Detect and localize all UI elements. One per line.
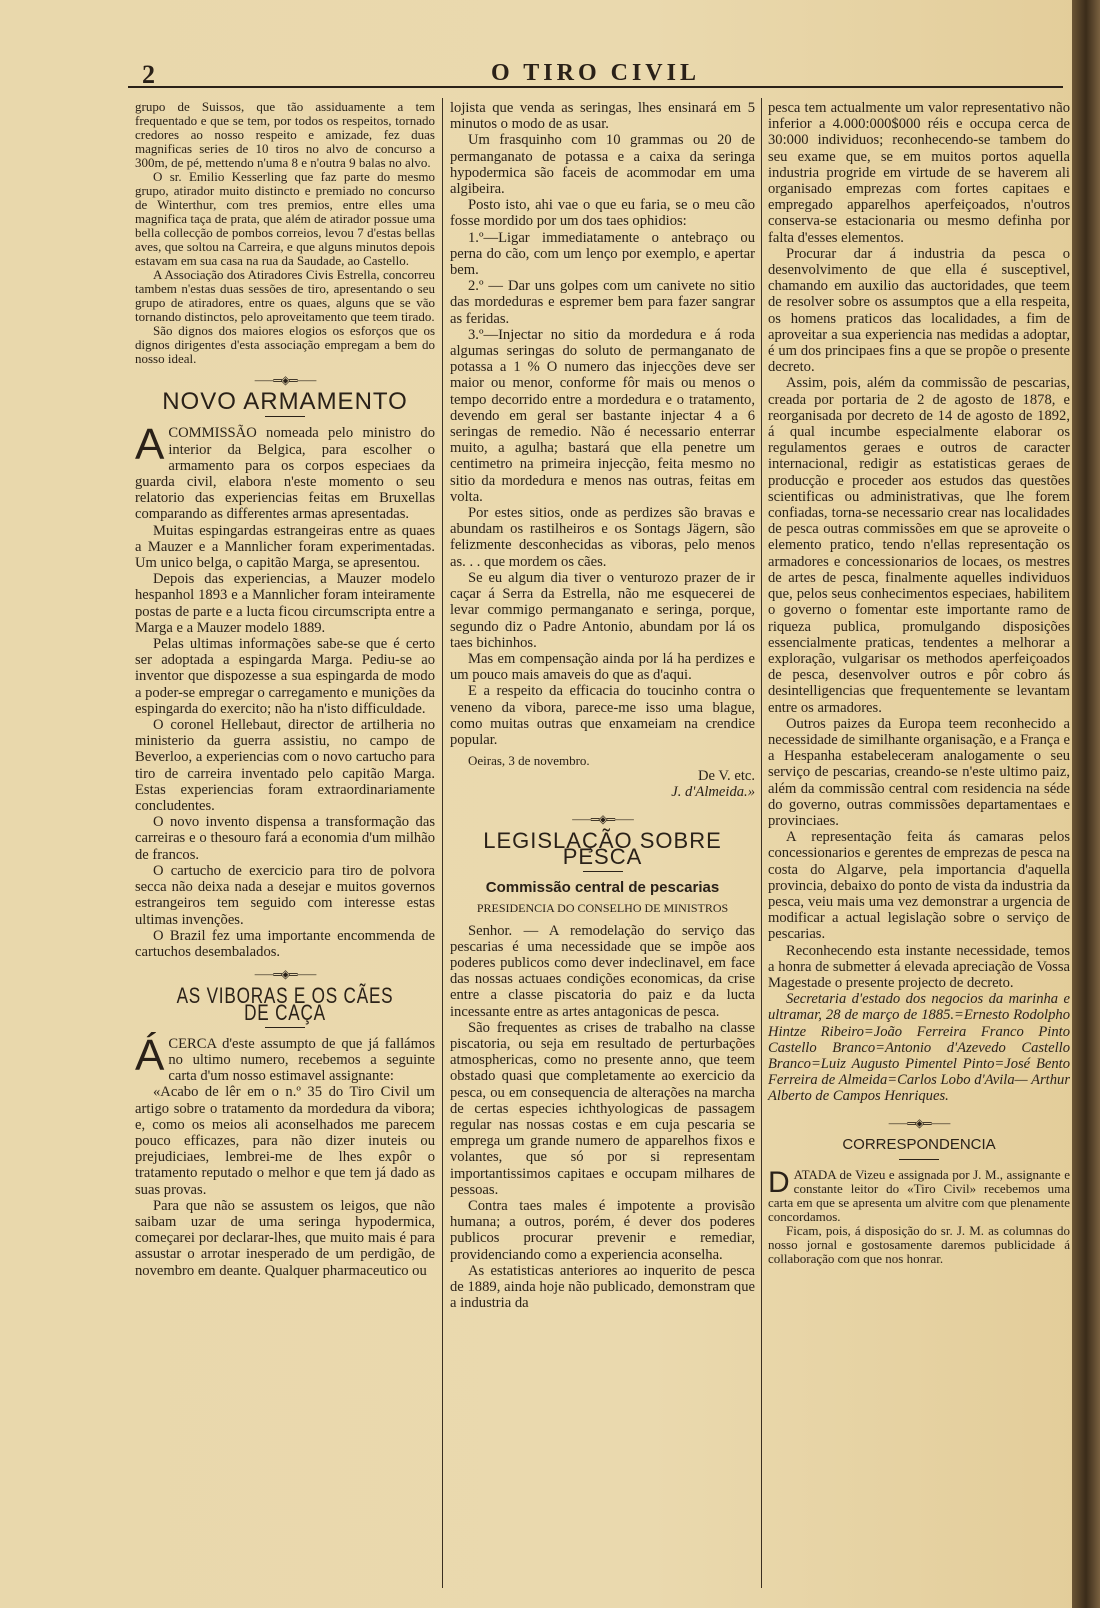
ornament-divider: ⸺═◈═⸺ [254,373,316,387]
place-date: Oeiras, 3 de novembro. [468,753,590,769]
paragraph: O sr. Emilio Kesserling que faz parte do mesmo grupo, atirador muito distincto e premiado no concurso de Winterthur, com tres premios, entre elles uma magnifica taça de prata, que além de atirador possue uma bella collecção de pombos correios, levou 7 d'estas bellas aves, que soltou na Carreira, e que alguns minutos depois estavam em sua casa na rua da Saudade, ao Castello. [135,169,435,268]
page-edge [1072,0,1100,1608]
paragraph: Outros paizes da Europa teem reconhecido a necessidade de similhante organisação, e a França e a Hespanha estabeleceram analogamente o seu serviço de pescarias, creando-se n'este ultimo paiz, além da commissão central com residencia na séde do governo, outras commissões departamentaes e provinciaes. [768,715,1071,829]
paragraph: Ficam, pois, á disposição do sr. J. M. as columnas do nosso jornal e gostosamente daremos publicidade á collaboração com que nos honrar. [768,1223,1070,1266]
paragraph: O cartucho de exercicio para tiro de polvora secca não deixa nada a desejar e muitos governos estrangeiros tem seguido com interesse estas ultimas invenções. [135,862,435,928]
title-dash [899,1159,939,1160]
page-number: 2 [142,60,155,89]
paragraph: pesca tem actualmente um valor representativo não inferior a 4.000:000$000 réis e occupa cerca de 30:000 individuos; reconhecendo-se tambem do seu exame que, se em muitos portos aquella industria progride em virtude de se haverem ali organisado emprezas com fortes capitaes e empregado apparelhos aperfeiçoados, n'outros conserva-se estacionaria ou mesmo definha por falta d'esses elementos. [768,100,1070,246]
ornament-divider: ⸺═◈═⸺ [888,1115,950,1130]
drop-cap: Á [135,1030,165,1080]
signature-line: De V. etc. [697,768,755,785]
column-1 [135,100,435,1279]
presidency-heading: PRESIDENCIA DO CONSELHO DE MINISTROS [476,901,729,916]
paragraph: «Acabo de lêr em o n.º 35 do Tiro Civil um artigo sobre o tratamento da mordedura da vibora; e, como os meios ali aconselhados me parecem pouco efficazes, para não dizer inuteis ou prejudiciaes, lembrei-me de lhes expôr o tratamento reputado o melhor e que tem já dado as suas provas. [135,1084,435,1198]
paragraph: ATADA de Vizeu e assignada por J. M., assignante e constante leitor do «Tiro Civil» recebemos uma carta em que se apresenta um alvitre com que plenamente concordamos. [768,1167,1070,1224]
signature-name: J. d'Almeida.» [671,784,755,801]
column-3 [768,100,1070,1266]
paragraph: Procurar dar á industria da pesca o desenvolvimento de que ella é susceptivel, chamando em auxilio das auctoridades, que teem de resolver sobre os assumptos que a ella respeita, os homens praticos das localidades, a fim de aproveitar a sua experiencia nas medidas a adoptar, é um dos principaes fins a que se propõe o presente decreto. [768,245,1070,376]
column-2 [450,100,755,1311]
drop-cap: D [768,1166,790,1199]
paragraph: Um frasquinho com 10 grammas ou 20 de permanganato de potassa e a caixa da seringa hypodermica são faceis de acommodar em uma algibeira. [450,132,755,198]
masthead-title: O TIRO CIVIL [491,60,700,86]
paragraph: 2.º — Dar uns golpes com um canivete no sitio das mordeduras e espremer bem para fazer sangrar as feridas. [450,278,755,327]
title-dash [583,871,623,872]
column-rule [442,98,443,1588]
paragraph: Pelas ultimas informações sabe-se que é certo ser adoptada a espingarda Marga. Pediu-se ao inventor que dispozesse a sua espingarda de modo a poder-se empregar o carregamento e munições da espingarda do exercito; não ha n'isto difficuldade. [135,636,435,717]
subsection-title: Commissão central de pescarias [485,879,720,897]
paragraph: O coronel Hellebaut, director de artilheria no ministerio da guerra assistiu, no campo de Beverloo, a experiencias com o novo cartucho para tiro de carreira inventado pelo capitão Marga. Estas experiencias foram extraordinariamente concludentes. [135,717,435,815]
paragraph: Para que não se assustem os leigos, que não saibam uzar de uma seringa hypodermica, começarei por declarar-lhes, que muito mais é para assustar o arrotar inesperado de um perdigão, de novembro em deante. Qualquer pharmaceutico ou [135,1197,435,1279]
ornament-divider: ⸺═◈═⸺ [254,967,316,982]
paragraph: O Brazil fez uma importante encommenda de cartuchos desembalados. [135,927,435,960]
section-title-legislacao: LEGISLAÇÃO SOBRE PESCA [483,827,722,869]
paragraph: 1.º—Ligar immediatamente o antebraço ou perna do cão, com um lenço por exemplo, e apertar bem. [450,229,755,279]
section-title-novo-armamento: NOVO ARMAMENTO [162,388,408,416]
paragraph: Posto isto, ahi vae o que eu faria, se o meu cão fosse mordido por um dos taes ophidios: [450,197,755,230]
paragraph: Muitas espingardas estrangeiras entre as quaes a Mauzer e a Mannlicher foram experimentadas. Um unico belga, o capitão Marga, se apresentou. [135,522,435,572]
paragraph: E a respeito da efficacia do toucinho contra o veneno da vibora, parece-me isso uma blague, como muitas outras que enxameiam na crendice popular. [450,683,755,748]
paragraph: São frequentes as crises de trabalho na classe piscatoria, ou seja em resultado de perturbações atmosphericas, como no presente anno, que teem obstado quasi que completamente ao exercicio da pesca, ou em consequencia de alterações na marcha de certas especies ichthyologicas de passagem regular nas nossas costas e em cuja pescaria se emprega um grande numero de apparelhos fixos e volantes, que só por si representam importantissimos capitaes e occupam milhares de pessoas. [450,1019,755,1198]
paragraph: lojista que venda as seringas, lhes ensinará em 5 minutos o modo de as usar. [450,100,755,133]
paragraph-signatures: Secretaria d'estado dos negocios da marinha e ultramar, 28 de março de 1885.=Ernesto Rodolpho Hintze Ribeiro=João Ferreira Franco Pinto Castello Branco=Antonio d'Azevedo Castello Branco=Luiz Augusto Pimentel Pinto=José Bento Ferreira de Almeida=Carlos Lobo d'Avila— Arthur Alberto de Campos Henriques. [768,991,1070,1105]
paragraph: Mas em compensação ainda por lá ha perdizes e um pouco mais amaveis do que as d'aqui. [450,650,755,684]
title-dash [265,416,305,417]
paragraph: Se eu algum dia tiver o venturozo prazer de ir caçar á Serra da Estrella, não me esquecerei de levar commigo permanganato e seringa, porque, segundo diz o Padre Antonio, abundam por lá os taes bichinhos. [450,569,755,651]
title-dash [265,1027,305,1028]
paragraph: Por estes sitios, onde as perdizes são bravas e abundam os rastilheiros e os Sontags Jägern, são felizmente desconhecidas as viboras, pelo menos as. . . que mordem os cães. [450,505,755,570]
paragraph: O novo invento dispensa a transformação das carreiras e o thesouro fará a economia d'um milhão de francos. [135,814,435,863]
paragraph: grupo de Suissos, que tão assiduamente a tem frequentado e que se tem, por todos os respeitos, tornado credores ao nosso respeito e amizade, fez duas magnificas series de 10 tiros no alvo de concurso a 300m, de pé, mettendo n'uma 8 e n'outra 9 balas no alvo. [135,99,435,170]
paragraph: CERCA d'este assumpto de que já fallámos no ultimo numero, recebemos a seguinte carta d'um nosso estimavel assignante: [168,1035,435,1085]
paragraph: Assim, pois, além da commissão de pescarias, creada por portaria de 2 de agosto de 1878, e reorganisada por decreto de 14 de agosto de 1892, á qual incumbe especialmente elaborar os regulamentos geraes e outros de caracter internacional, redigir as estatisticas geraes de producção e proceder aos estudos das questões scientificas ou administrativas, que lhe forem confiadas, torna-se necessario crear nas localidades de pesca outras commissões em que se aproveite o elemento pratico, tendo n'ellas representação os armadores e concessionarios de locaes, os mestres de artes de pesca, finalmente aquelles individuos que, pelos seus conhecimentos especiaes, habilitem o governo o fomentar este importante ramo de riqueza publica, promulgando disposições essencialmente praticas, tendentes a melhorar a exploração, vulgarisar os methodos aperfeiçoados de pesca, desenvolver outros e pôr cobro ás desintelligencias que frequentemente se levantam entre os armadores. [768,375,1070,716]
paragraph: 3.º—Injectar no sitio da mordedura e á roda algumas seringas do soluto de permanganato de potassa a 1 % O numero das injecções deve ser maior ou menor, conforme fôr mais ou menos o tempo decorrido entre a mordedura e o tratamento, devendo em geral ser bastante injectar 4 a 6 seringas de remedio. Não é necessario enterrar muito, a agulha; bastará que ella penetre um centimetro na primeira injecção, feita mesmo no sitio da mordedura e menos nas outras, feitas em volta. [450,326,755,505]
paragraph: A Associação dos Atiradores Civis Estrella, concorreu tambem n'estas duas sessões de tiro, apresentando o seu grupo de atiradores, entre os quaes, alguns que se vão tornando distinctos, pelo aproveitamento que teem tirado. [135,267,435,324]
page-header [128,56,1063,88]
paragraph: Contra taes males é impotente a provisão humana; a outros, porém, é dever dos poderes publicos procurar prevenir e remediar, providenciando como a experiencia aconselha. [450,1198,755,1263]
drop-cap: A [135,420,165,470]
paragraph: A representação feita ás camaras pelos concessionarios e gerentes de emprezas de pesca na costa do Algarve, pela importancia d'aquella provincia, debaixo do ponto de vista da industria da pesca, veiu mais uma vez demonstrar a urgencia de modificar a actual legislação sobre o serviço de pescarias. [768,829,1070,943]
ornament-divider: ⸺═◈═⸺ [571,811,634,826]
paragraph: As estatisticas anteriores ao inquerito de pesca de 1889, ainda hoje não publicado, demonstram que a industria da [450,1262,755,1312]
paragraph: Reconhecendo esta instante necessidade, temos a honra de submetter á elevada apreciação de Vossa Magestade o presente projecto de decreto. [768,942,1070,991]
paragraph: Senhor. — A remodelação do serviço das pescarias é uma necessidade que se impõe aos poderes publicos como dever indeclinavel, em face das nossas actuaes condições economicas, da crise entre a classe piscatoria do paiz e da lucta incessante entre as artes antagonicas de pesca. [450,922,755,1020]
section-title-correspondencia: CORRESPONDENCIA [842,1135,996,1153]
paragraph: São dignos dos maiores elogios os esforços que os dignos dirigentes d'esta associação empregam a bem do nosso ideal. [135,323,435,366]
column-rule [761,98,762,1588]
paragraph: Depois das experiencias, a Mauzer modelo hespanhol 1893 e a Mannlicher foram inteiramente postas de parte e a lucta ficou circumscripta entre a Marga e a Mauzer modelo 1889. [135,571,435,636]
paragraph: COMMISSÃO nomeada pelo ministro do interior da Belgica, para escolher o armamento para os corpos especiaes da guarda civil, elabora n'este momento o seu relatorio das experiencias feitas em Bruxellas comparando as differentes armas apresentadas. [135,425,435,523]
section-title-viboras: AS VIBORAS E OS CÃES DE CAÇA [176,983,394,1025]
